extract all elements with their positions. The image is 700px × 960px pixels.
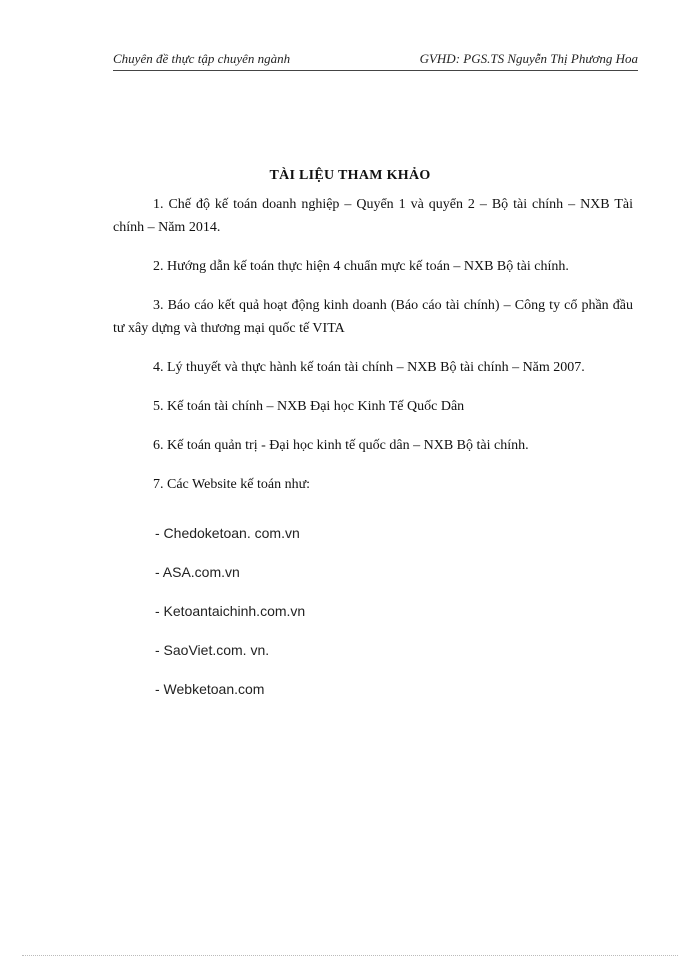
header-divider bbox=[113, 70, 638, 71]
reference-item: 6. Kế toán quản trị - Đại học kinh tế quốc dân – NXB Bộ tài chính. bbox=[153, 438, 529, 453]
page-header bbox=[113, 51, 638, 71]
reference-list bbox=[113, 193, 633, 512]
page-bottom-border bbox=[22, 955, 678, 956]
reference-item: 3. Báo cáo kết quả hoạt động kinh doanh (Báo cáo tài chính) – Công ty cổ phần đầu tư xây dựng và thương mại quốc tế VITA bbox=[113, 298, 633, 336]
website-item: - ASA.com.vn bbox=[155, 564, 240, 580]
reference-item: 2. Hướng dẫn kế toán thực hiện 4 chuẩn mực kế toán – NXB Bộ tài chính. bbox=[153, 259, 569, 274]
website-item: - SaoViet.com. vn. bbox=[155, 642, 270, 658]
reference-item: 7. Các Website kế toán như: bbox=[153, 477, 311, 492]
reference-item: 1. Chế độ kế toán doanh nghiệp – Quyển 1 và quyển 2 – Bộ tài chính – NXB Tài chính – Năm 2014. bbox=[113, 197, 633, 235]
reference-item: 4. Lý thuyết và thực hành kế toán tài chính – NXB Bộ tài chính – Năm 2007. bbox=[153, 360, 585, 375]
website-item: - Webketoan.com bbox=[155, 681, 265, 697]
reference-item: 5. Kế toán tài chính – NXB Đại học Kinh Tế Quốc Dân bbox=[153, 399, 465, 414]
header-left-text: Chuyên đề thực tập chuyên ngành bbox=[113, 51, 291, 66]
page-title: TÀI LIỆU THAM KHẢO bbox=[269, 168, 431, 183]
website-item: - Ketoantaichinh.com.vn bbox=[155, 603, 306, 619]
website-item: - Chedoketoan. com.vn bbox=[155, 525, 300, 541]
header-right-text: GVHD: PGS.TS Nguyễn Thị Phương Hoa bbox=[419, 51, 638, 66]
